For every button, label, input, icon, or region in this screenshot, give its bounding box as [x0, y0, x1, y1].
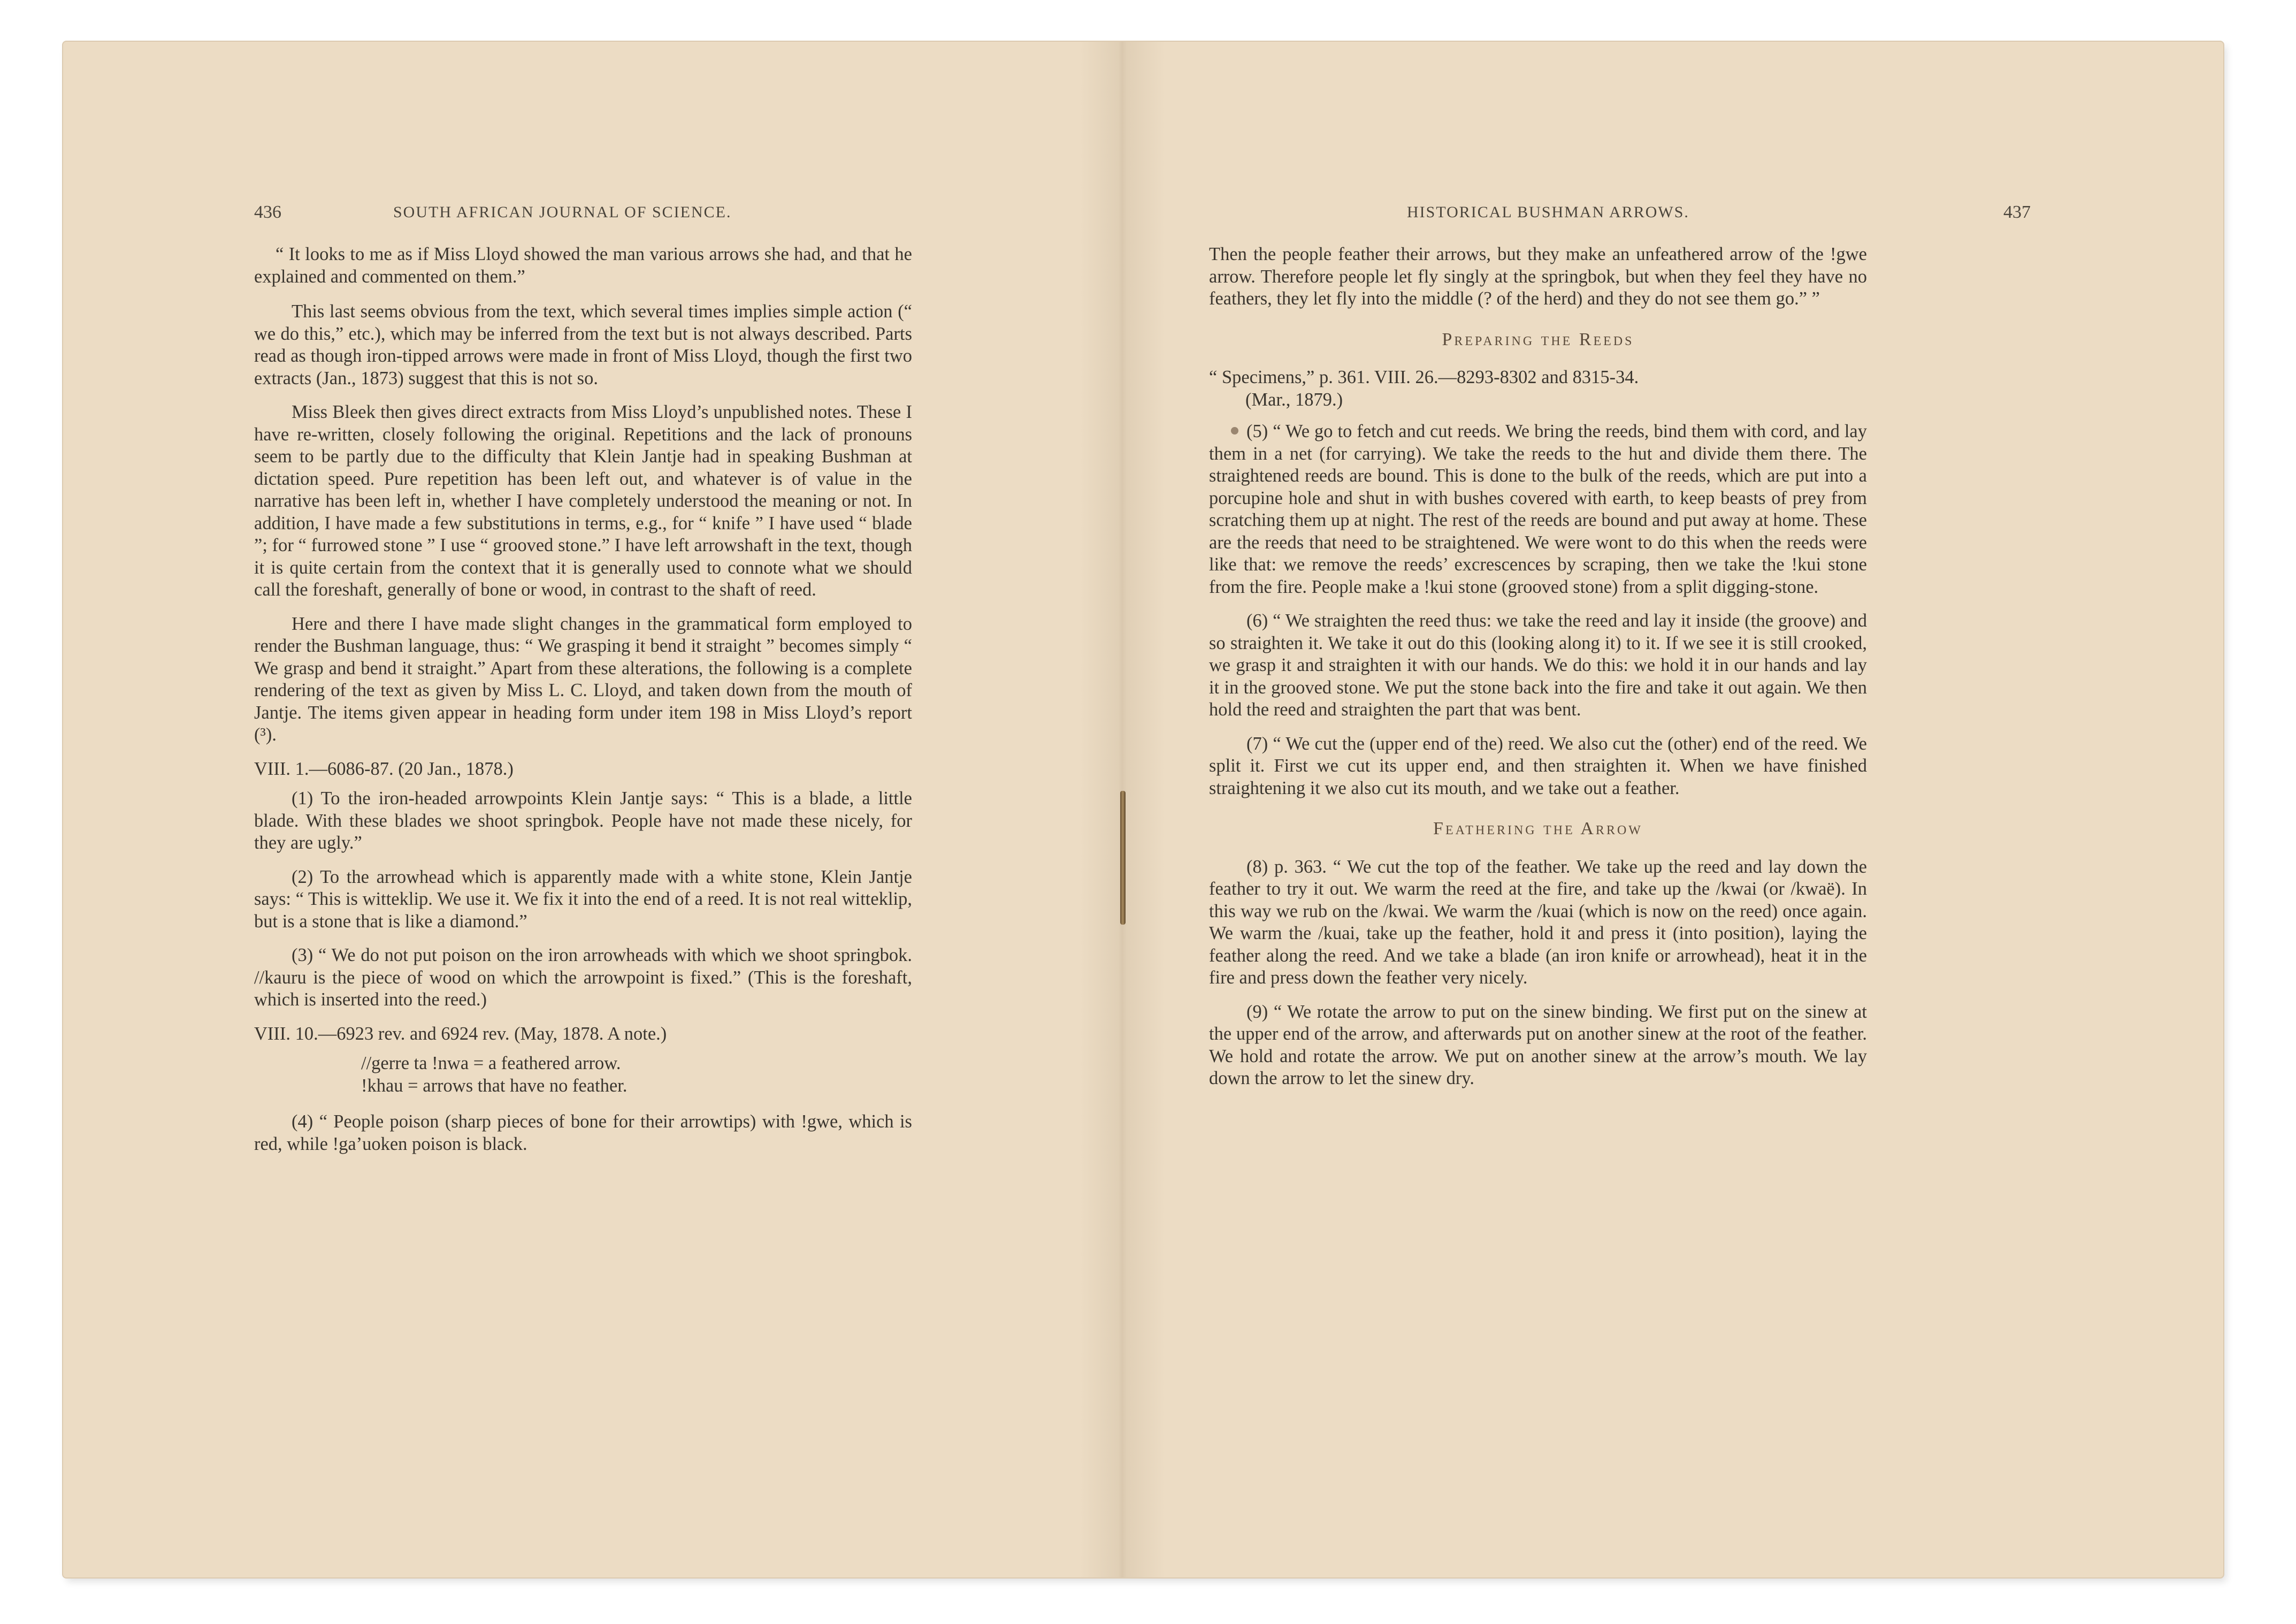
right-page-body — [1209, 243, 1867, 1102]
paragraph: Then the people feather their arrows, but they make an unfeathered arrow of the !gwe arrow. Therefore people let fly singly at the springbok, but when they feel they have no feathers, they let fly into the middle (? of the herd) and they do not see them go.” ” — [1209, 244, 1867, 309]
staple — [1120, 791, 1126, 925]
numbered-item: (8) p. 363. “ We cut the top of the feather. We take up the reed and lay down the feather to try it out. We warm the reed at the fire, and take up the /kwai (or /kwaë). In this way we rub on the /kwai. We warm the /kuai (which is now on the reed) once again. We warm the /kuai, take up the feather, hold it and press it (into position), laying the feather along the reed. And we take a blade (an iron knife or arrowhead), heat it in the fire and press down the feather very nicely. — [1209, 856, 1867, 988]
left-running-head: SOUTH AFRICAN JOURNAL OF SCIENCE. — [393, 203, 732, 221]
paragraph: Here and there I have made slight changes in the grammatical form employed to render the Bushman language, thus: “ We grasping it bend it straight ” becomes simply “ We grasp and bend it straight.” Apart from these alterations, the following is a complete rendering of the text as given by Miss L. C. Lloyd, and taken down from the mouth of Jantje. The items given appear in heading form under item 198 in Miss Lloyd’s report (³). — [254, 613, 912, 745]
section-heading: Preparing the Reeds — [1442, 329, 1634, 349]
paragraph: This last seems obvious from the text, which several times implies simple action (“ we do this,” etc.), which may be inferred from the text but is not always described. Parts read as though iron-tipped arrows were made in front of Miss Lloyd, though the first two extracts (Jan., 1873) suggest that this is not so. — [254, 301, 912, 388]
reference-date: (Mar., 1879.) — [1245, 389, 1343, 410]
left-page-number: 436 — [254, 202, 281, 222]
right-page-number: 437 — [2003, 202, 2031, 222]
reference-text: “ Specimens,” p. 361. VIII. 26.—8293-8302 and 8315-34. — [1209, 367, 1639, 387]
definition: !khau = arrows that have no feather. — [361, 1075, 627, 1096]
numbered-item: (5) “ We go to fetch and cut reeds. We bring the reeds, bind them with cord, and lay them in a net (for carrying). We take the reeds to the hut and divide them there. The straightened reeds are bound. This is done to the bulk of the reeds, which are put into a porcupine hole and shut in with bushes covered with earth, to keep beasts of prey from scratching them up at night. The rest of the reeds are bound and put away at home. These are the reeds that need to be straightened. We were wont to do this when the reeds were like that: we remove the reeds’ excrescences by scraping, then we take the !kui stone from the fire. People make a !kui stone (grooved stone) from a split digging-stone. — [1209, 421, 1867, 597]
section-heading: Feathering the Arrow — [1433, 819, 1643, 838]
reference-line: VIII. 1.—6086-87. (20 Jan., 1878.) — [254, 758, 514, 779]
opening-quote: “ It looks to me as if Miss Lloyd showed the man various arrows she had, and that he explained and commented on them.” — [254, 244, 912, 287]
numbered-item: (9) “ We rotate the arrow to put on the sinew binding. We first put on the sinew at the upper end of the arrow, and afterwards put on another sinew at the root of the feather. We hold and rotate the arrow. We put on another sinew at the arrow’s mouth. We lay down the arrow to let the sinew dry. — [1209, 1001, 1867, 1088]
paragraph: Miss Bleek then gives direct extracts from Miss Lloyd’s unpublished notes. These I have re-written, closely following the original. Repetitions and the lack of pronouns seem to be partly due to the difficulty that Klein Jantje had in speaking Bushman at dictation speed. Pure repetition has been left out, and whatever is of value in the narrative has been left in, whether I have completely understood the meaning or not. In addition, I have made a few substitutions in terms, e.g., for “ knife ” I have used “ blade ”; for “ furrowed stone ” I use “ grooved stone.” I have left arrowshaft in the text, though it is quite certain from the context that it is generally used to connote what we should call the foreshaft, generally of bone or wood, in contrast to the shaft of reed. — [254, 402, 912, 600]
numbered-item: (2) To the arrowhead which is apparently made with a white stone, Klein Jantje says: “ This is witteklip. We use it. We fix it into the end of a reed. It is not real witteklip, but is a stone that is like a diamond.” — [254, 866, 912, 932]
numbered-item: (6) “ We straighten the reed thus: we take the reed and lay it inside (the groove) and so straighten it. We take it out do this (looking along it) to it. If we see it is still crooked, we grasp it and straighten it with our hands. We do this: we hold it in our hands and lay it in the grooved stone. We put the stone back into the fire and take it out again. We then hold the reed and straighten the part that was bent. — [1209, 611, 1867, 720]
reference-line — [1209, 367, 1867, 411]
right-running-head: HISTORICAL BUSHMAN ARROWS. — [1407, 203, 1689, 221]
numbered-item: (1) To the iron-headed arrowpoints Klein Jantje says: “ This is a blade, a little blade. With these blades we shoot springbok. People have not made these nicely, for they are ugly.” — [254, 788, 912, 853]
numbered-item: (7) “ We cut the (upper end of the) reed. We also cut the (other) end of the reed. We split it. First we cut its upper end, and then straighten it. When we have finished straightening it we also cut its mouth, and we take out a feather. — [1209, 733, 1867, 798]
numbered-item: (3) “ We do not put poison on the iron arrowheads with which we shoot springbok. //kauru is the piece of wood on which the arrowpoint is fixed.” (This is the foreshaft, which is inserted into the reed.) — [254, 945, 912, 1010]
left-page-body — [254, 243, 912, 1167]
reference-line: VIII. 10.—6923 rev. and 6924 rev. (May, 1878. A note.) — [254, 1023, 667, 1044]
definition: //gerre ta !nwa = a feathered arrow. — [361, 1053, 621, 1073]
numbered-item: (4) “ People poison (sharp pieces of bone for their arrowtips) with !gwe, which is red, while !ga’uoken poison is black. — [254, 1111, 912, 1154]
definitions — [254, 1053, 912, 1097]
